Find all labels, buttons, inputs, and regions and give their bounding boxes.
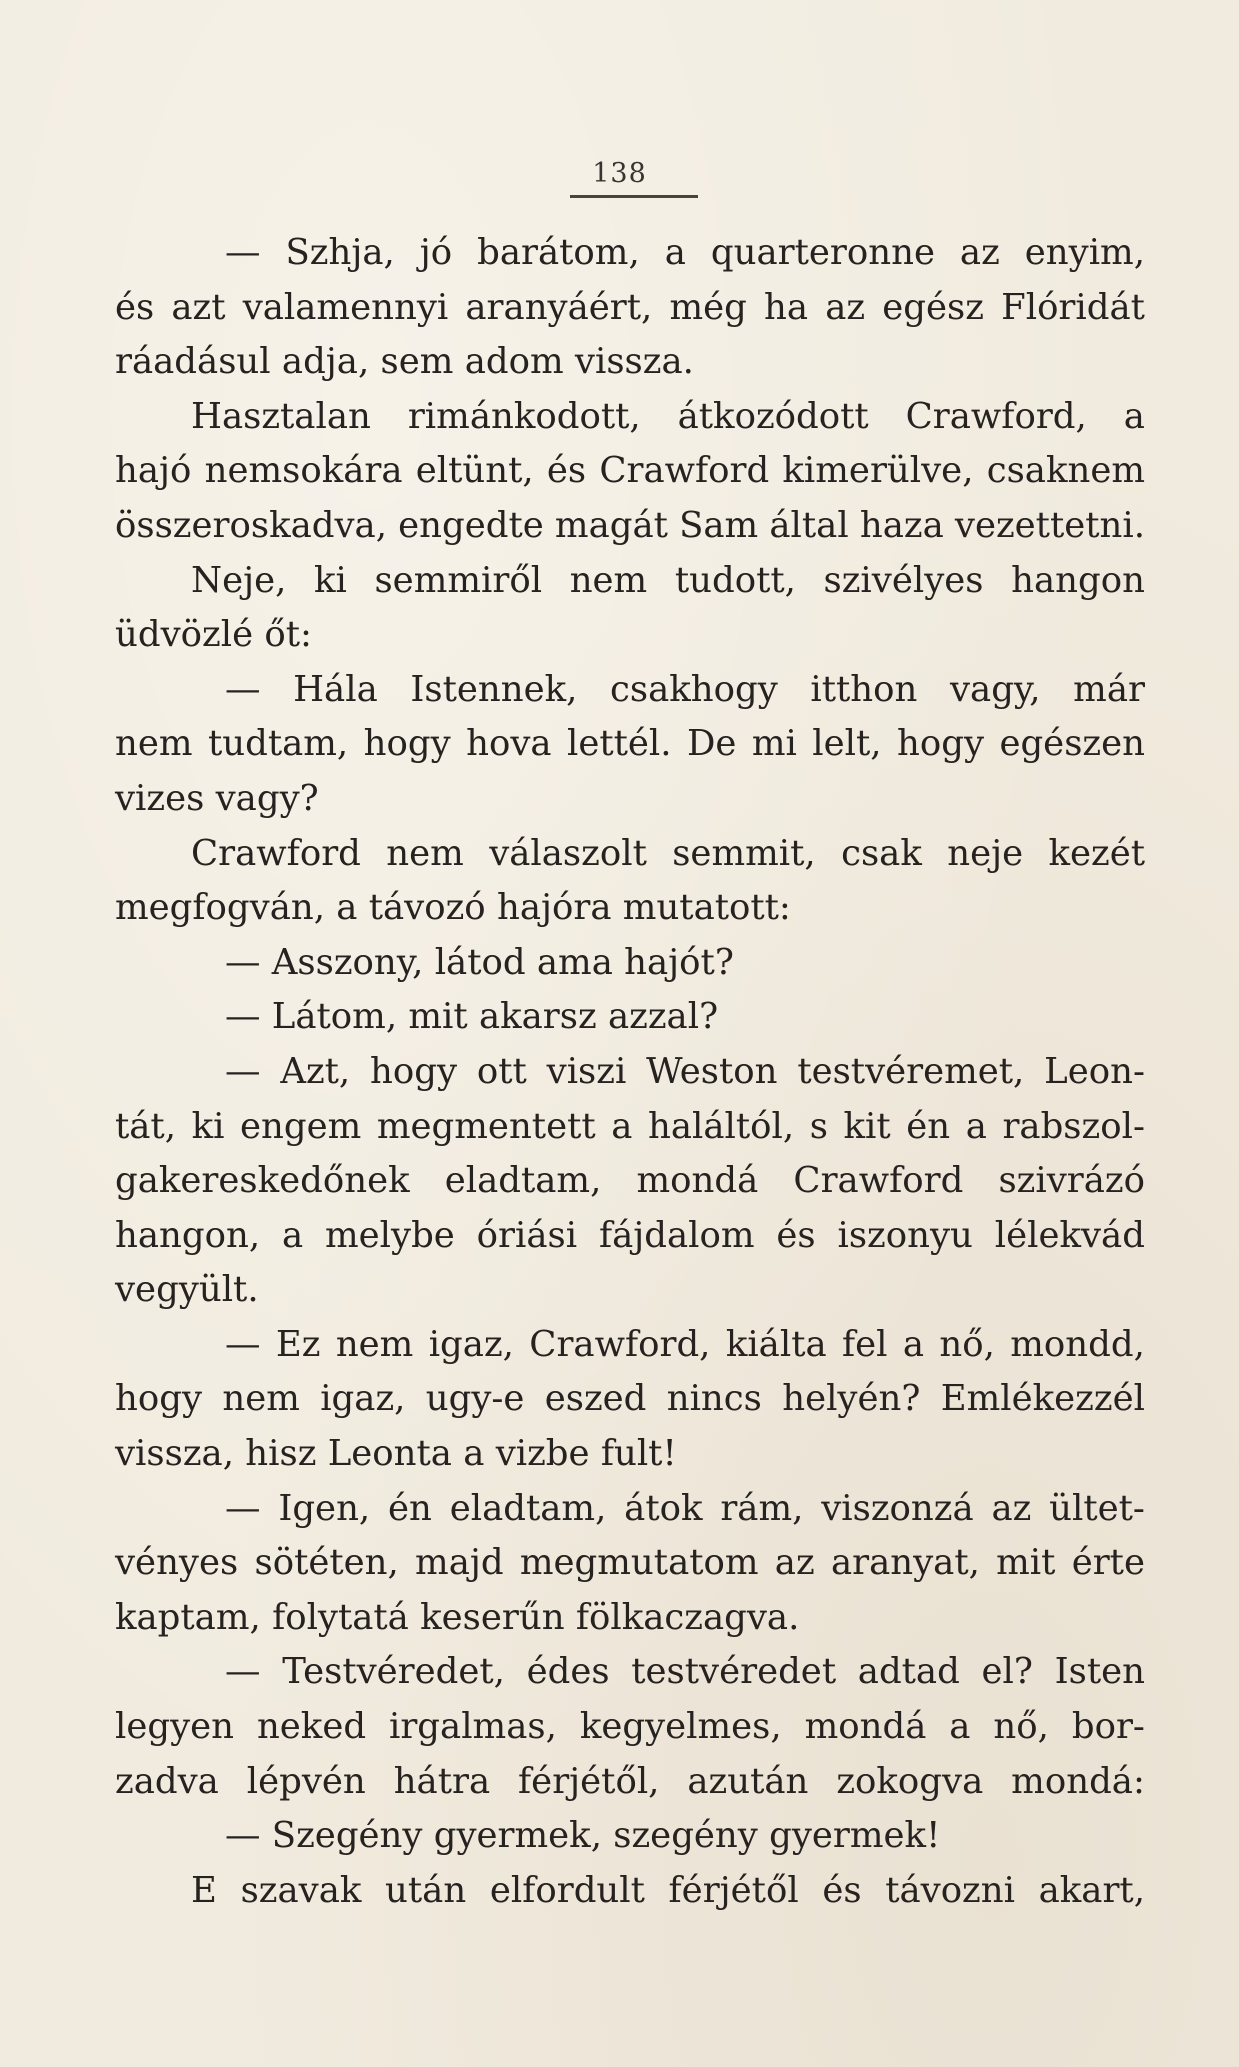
text-line: — Ez nem igaz, Crawford, kiálta fel a nő, mondd, — [225, 1323, 1145, 1365]
text-line: hajó nemsokára eltünt, és Crawford kimerülve, csaknem — [115, 450, 1145, 492]
text-line: — Látom, mit akarsz azzal? — [225, 996, 719, 1038]
text-line: — Igen, én eladtam, átok rám, viszonzá az ültet- — [225, 1487, 1145, 1529]
text-line: hangon, a melybe óriási fájdalom és iszonyu lélekvád — [115, 1214, 1145, 1256]
text-line: ráadásul adja, sem adom vissza. — [115, 341, 694, 383]
text-line: kaptam, folytatá keserűn fölkaczagva. — [115, 1596, 800, 1638]
text-line: hogy nem igaz, ugy-e eszed nincs helyén? Emlékezzél — [115, 1378, 1145, 1420]
text-line: — Asszony, látod ama hajót? — [225, 941, 734, 983]
text-line: — Szhja, jó barátom, a quarteronne az enyim, — [225, 232, 1145, 273]
text-line: — Azt, hogy ott viszi Weston testvéremet, Leon- — [225, 1050, 1145, 1092]
text-line: — Hála Istennek, csakhogy itthon vagy, már — [225, 668, 1145, 710]
text-line: Hasztalan rimánkodott, átkozódott Crawford, a — [191, 395, 1145, 437]
text-line: vegyült. — [115, 1269, 259, 1311]
text-line: E szavak után elfordult férjétől és távozni akart, — [191, 1869, 1145, 1911]
page-header — [0, 158, 1239, 198]
text-line: összeroskadva, engedte magát Sam által haza vezettetni. — [115, 504, 1145, 546]
header-rule — [570, 195, 698, 198]
text-line: legyen neked irgalmas, kegyelmes, mondá a nő, bor- — [115, 1706, 1145, 1748]
text-line: és azt valamennyi aranyáért, még ha az egész Flóridát — [115, 286, 1145, 328]
text-line: — Szegény gyermek, szegény gyermek! — [225, 1815, 941, 1857]
text-line: vényes sötéten, majd megmutatom az aranyat, mit érte — [115, 1542, 1145, 1584]
text-line: tát, ki engem megmentett a haláltól, s kit én a rabszol- — [115, 1105, 1145, 1147]
text-line: Crawford nem válaszolt semmit, csak neje kezét — [191, 832, 1145, 874]
text-line: vissza, hisz Leonta a vizbe fult! — [115, 1433, 677, 1475]
body-text — [115, 226, 1145, 1918]
page-number: 138 — [592, 158, 647, 189]
text-line: gakereskedőnek eladtam, mondá Crawford szivrázó — [115, 1160, 1145, 1202]
text-line: nem tudtam, hogy hova lettél. De mi lelt, hogy egészen — [115, 723, 1145, 765]
text-line: üdvözlé őt: — [115, 614, 312, 656]
text-line: megfogván, a távozó hajóra mutatott: — [115, 887, 791, 929]
text-line: — Testvéredet, édes testvéredet adtad el? Isten — [225, 1651, 1145, 1693]
text-line: Neje, ki semmiről nem tudott, szivélyes hangon — [191, 559, 1145, 601]
text-line: vizes vagy? — [115, 777, 319, 819]
text-line: zadva lépvén hátra férjétől, azután zokogva mondá: — [115, 1760, 1145, 1802]
